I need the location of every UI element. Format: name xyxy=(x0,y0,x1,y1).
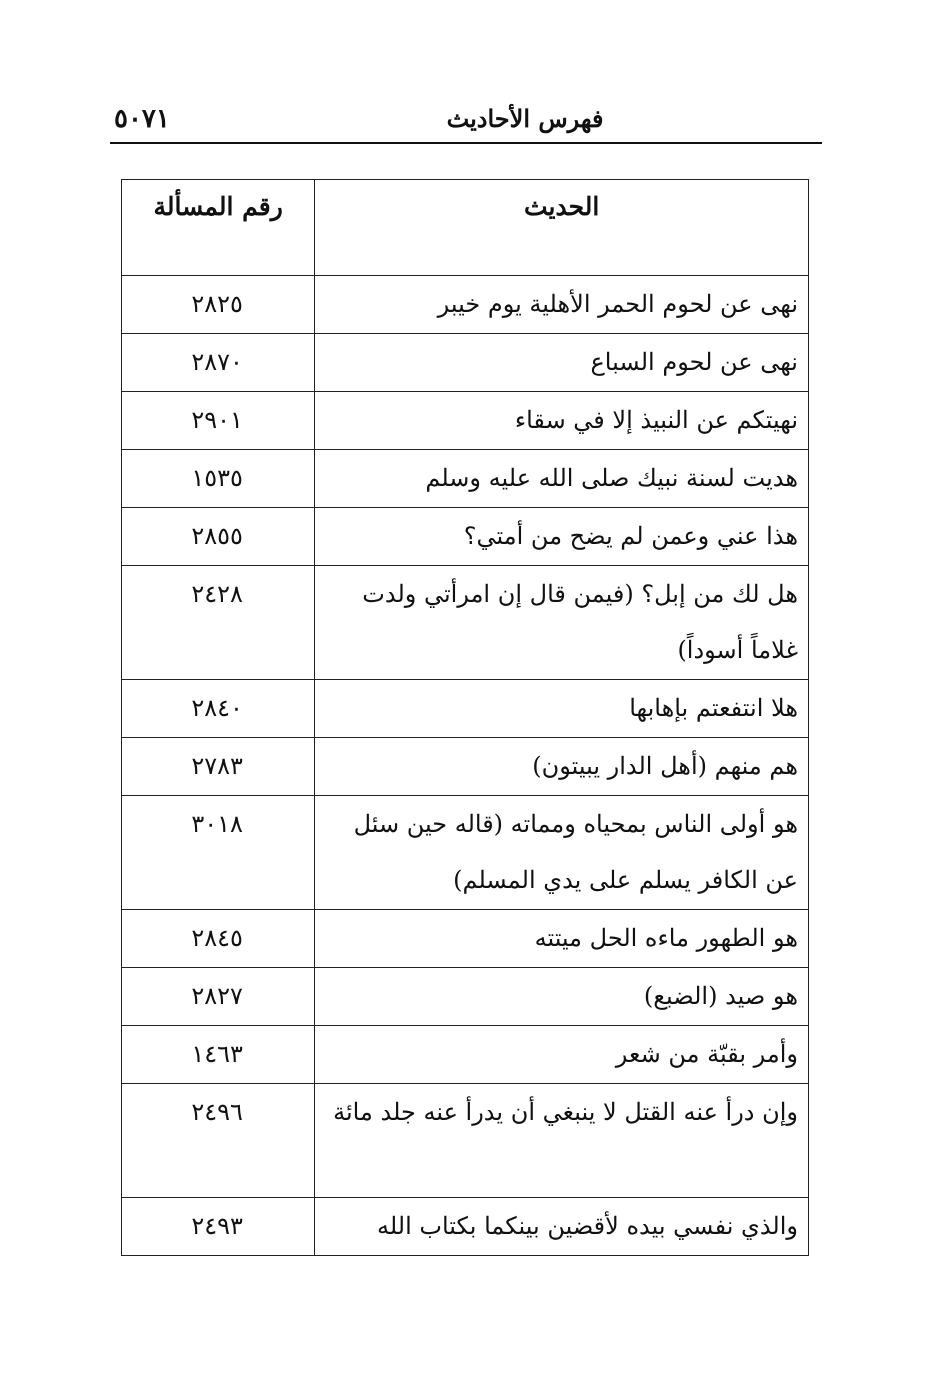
hadith-text: نهى عن لحوم الحمر الأهلية يوم خيبر xyxy=(315,276,809,334)
issue-number: ٢٤٩٣ xyxy=(122,1198,315,1256)
issue-number: ٢٩٠١ xyxy=(122,392,315,450)
hadith-text: هو صيد (الضبع) xyxy=(315,968,809,1026)
page-title: فهرس الأحاديث xyxy=(446,104,604,133)
issue-number: ٢٨٢٧ xyxy=(122,968,315,1026)
table-row xyxy=(122,276,809,334)
issue-number: ٢٨٧٠ xyxy=(122,334,315,392)
issue-number: ٣٠١٨ xyxy=(122,796,315,910)
issue-number: ٢٧٨٣ xyxy=(122,738,315,796)
hadith-text: وأمر بقبّة من شعر xyxy=(315,1026,809,1084)
issue-number: ١٤٦٣ xyxy=(122,1026,315,1084)
column-header-issue-number: رقم المسألة xyxy=(122,180,315,276)
table-row xyxy=(122,910,809,968)
issue-number: ٢٤٢٨ xyxy=(122,566,315,680)
hadith-text: هل لك من إبل؟ (فيمن قال إن امرأتي ولدت غلاماً أسوداً) xyxy=(315,566,809,680)
issue-number: ٢٨٢٥ xyxy=(122,276,315,334)
hadith-text: هذا عني وعمن لم يضح من أمتي؟ xyxy=(315,508,809,566)
table-row xyxy=(122,392,809,450)
hadith-index-table xyxy=(121,179,809,1256)
table-row xyxy=(122,1026,809,1084)
hadith-text: هلا انتفعتم بإهابها xyxy=(315,680,809,738)
table-row xyxy=(122,796,809,910)
page-number: ٥٠٧١ xyxy=(114,104,170,134)
table-header-row xyxy=(122,180,809,276)
issue-number: ٢٤٩٦ xyxy=(122,1084,315,1198)
hadith-text: نهيتكم عن النبيذ إلا في سقاء xyxy=(315,392,809,450)
hadith-text: وإن درأ عنه القتل لا ينبغي أن يدرأ عنه جلد مائة xyxy=(315,1084,809,1198)
issue-number: ٢٨٤٥ xyxy=(122,910,315,968)
table-row xyxy=(122,1084,809,1198)
table-row xyxy=(122,450,809,508)
table-row xyxy=(122,738,809,796)
issue-number: ٢٨٤٠ xyxy=(122,680,315,738)
table-row xyxy=(122,508,809,566)
hadith-text: والذي نفسي بيده لأقضين بينكما بكتاب الله xyxy=(315,1198,809,1256)
table-row xyxy=(122,334,809,392)
issue-number: ١٥٣٥ xyxy=(122,450,315,508)
page-header xyxy=(110,98,822,144)
issue-number: ٢٨٥٥ xyxy=(122,508,315,566)
table-row xyxy=(122,968,809,1026)
hadith-text: هو الطهور ماءه الحل ميتته xyxy=(315,910,809,968)
table-row xyxy=(122,680,809,738)
column-header-hadith: الحديث xyxy=(315,180,809,276)
hadith-text: هم منهم (أهل الدار يبيتون) xyxy=(315,738,809,796)
table-row xyxy=(122,566,809,680)
hadith-text: هو أولى الناس بمحياه ومماته (قاله حين سئل عن الكافر يسلم على يدي المسلم) xyxy=(315,796,809,910)
hadith-text: نهى عن لحوم السباع xyxy=(315,334,809,392)
table-row xyxy=(122,1198,809,1256)
hadith-text: هديت لسنة نبيك صلى الله عليه وسلم xyxy=(315,450,809,508)
